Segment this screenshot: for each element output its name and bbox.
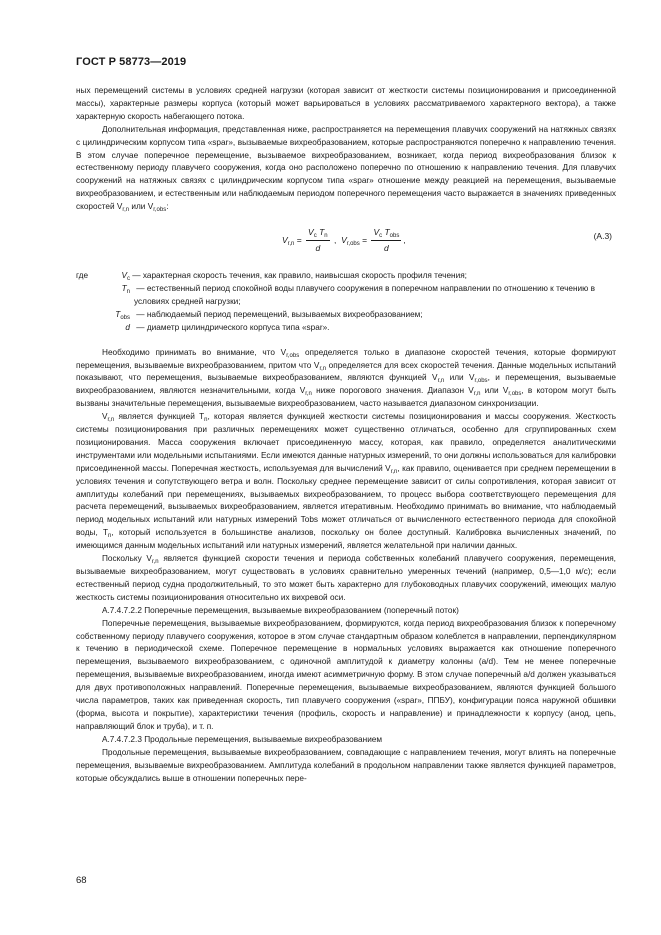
formula-expression: $V_{r,n}$ = $\frac{V_c T_n}{d}$ , $V_{r,obs}$ = $\frac{V_c T_{obs}}{d}$ , <box>282 227 406 253</box>
where-item-tn: $T_n$ — естественный период спокойной воды плавучего сооружения в поперечном направлении по отношению к течению в условиях средней нагрузки; <box>121 283 598 306</box>
paragraph-moderate-currents: Поскольку $V_{r,n}$ является функцией скорости течения и периода собственных колебаний плавучего сооружения, перемещения, вызываемые вихреобразованием, могут существовать в условиях сравнительно умеренных течений (например, 0,5—1,0 м/с); если естественный период судна продолжительный, то это может быть характерно для глубоководных плавучих сооружений, имеющих малую жесткость системы позиционирования относительно их вихревой оси. <box>76 554 616 602</box>
section-heading-longitudinal: А.7.4.7.2.3 Продольные перемещения, вызываемые вихреобразованием <box>102 734 383 744</box>
where-item-vc: где $V_c$ — характерная скорость течения, как правило, наивысшая скорость профиля течения; <box>76 271 467 283</box>
fraction-rn: $\frac{V_c T_n}{d}$ <box>308 227 328 253</box>
fraction-robs: $\frac{V_c T_{obs}}{d}$ <box>373 227 400 253</box>
body-text <box>76 85 616 785</box>
paragraph-transverse: Поперечные перемещения, вызываемые вихреобразованием, формируются, когда период вихреобразования близок к поперечному собственному периоду плавучего сооружения, которое в этом случае стандартным образом колеблется в направлении, перпендикулярном к течению в периодической схеме. Поперечное перемещение в нормальных условиях выражается как отношение поперечного перемещения, вызываемого вихреобразованием, с одиночной амплитудой к диаметру колонны (a/d). Тем не менее поперечные перемещения, вызываемые вихреобразованием, иногда имеют асимметричную форму. В этом случае поперечный a/d должен указываться для двух противоположных направлений. Поперечные перемещения, вызываемые вихреобразованием, являются функцией большого числа параметров, таких как приведенная скорость, тип плавучего сооружения («spar», ППБУ), конфигурации пояса наружной обшивки (форма, высота и покрытие), характеристики течения (профиль, скорость и направление) и принадлежности к корпусу (анод, цепь, направляющий блок и труба), и т. п. <box>76 618 616 731</box>
paragraph-spar-info: Дополнительная информация, представленная ниже, распространяется на перемещения плавучих сооружений на натяжных связях с цилиндрическим корпусом типа «spar», вызываемые вихреобразованием, которые распространяются поперечно к направлению течения. В этом случае поперечное перемещение, вызываемое вихреобразованием, возникает, когда период вихреобразования близок к естественному периоду плавучего сооружения, когда оно расположено поперечно по отношению к направлению течения. Для плавучих сооружений на натяжных связях с цилиндрическим корпусом типа «spar» отношение между реакцией на перемещения, вызываемые вихреобразованием, и естественным или наблюдаемым периодом поперечного перемещения часто выражается в значениях приведенных скоростей $V_{r,n}$ или $V_{r,obs}$: <box>76 124 616 214</box>
standard-header: ГОСТ Р 58773—2019 <box>76 56 187 68</box>
where-item-tobs: $T_{obs}$ — наблюдаемый период перемещений, вызываемых вихреобразованием; <box>115 309 423 321</box>
formula-a3 <box>76 220 616 260</box>
where-item-d: d — диаметр цилиндрического корпуса типа «spar». <box>125 322 330 332</box>
paragraph-synchronization: Необходимо принимать во внимание, что $V_{r,obs}$ определяется только в диапазоне скоростей течения, которые формируют перемещения, вызываемые вихреобразованием, притом что $V_{r,n}$ определяется для всех скоростей течения. Данные модельных испытаний показывают, что перемещения, вызываемые вихреобразованием, являются функцией $V_{r,n}$ или $V_{r,obs}$, и перемещения, вызываемые вихреобразованием, являются незначительными, когда $V_{r,n}$ ниже порогового значения. Диапазон $V_{r,n}$ или $V_{r,obs}$, в котором могут быть вызваны значительные перемещения, вызываемые вихреобразованием, часто называется диапазоном синхронизации. <box>76 347 616 409</box>
where-list <box>76 270 616 335</box>
paragraph-longitudinal: Продольные перемещения, вызываемые вихреобразованием, совпадающие с направлением течения, могут влиять на поперечные перемещения, вызываемые вихреобразованием. Амплитуда колебаний в продольном направлении также является функцией параметров, которые обсуждались выше в отношении поперечных пере- <box>76 747 616 783</box>
page-number: 68 <box>76 875 87 886</box>
paragraph-continuation: ных перемещений системы в условиях средней нагрузки (которая зависит от жесткости системы позиционирования и присоединенной массы), характерные размеры корпуса (который может варьироваться в условиях рассматриваемого характерного вектора), а также характерную скорость набегающего потока. <box>76 86 616 121</box>
paragraph-stiffness: $V_{r,n}$ является функцией $T_n$, которая является функцией жесткости системы позиционирования и массы сооружения. Жесткость системы позиционирования при различных перемещениях может существенно отличаться, особенно для сгруппированных схем позиционирования. Масса сооружения включает присоединенную массу, которая, как правило, определяется аналитическими инструментами или модельными испытаниями. Если имеются данные натурных измерений, то они должны использоваться для калибровки присоединенной массы. Поперечная жесткость, используемая для вычислений $V_{r,n}$, как правило, оценивается при среднем перемещении в условиях течения и сопутствующего ветра и волн. Поскольку среднее перемещение зависит от силы сопротивления, которая зависит от амплитуды колебаний при перемещениях, вызываемых вихреобразованием, то процесс выбора соответствующего перемещения для расчета перемещений, вызываемых вихреобразованием, является итеративным. Необходимо принимать во внимание, что наблюдаемый период модельных испытаний или натурных измерений Tobs может отличаться от вычисленного естественного периода для спокойной воды, $T_n$, который используется в большинстве анализов, поскольку он более доступный. Калибровка вычисленных значений, по имеющимся данным модельных испытаний или натурных измерений, является желательной при наличии данных. <box>76 412 617 551</box>
formula-number: (А.3) <box>593 231 612 242</box>
section-heading-transverse: А.7.4.7.2.2 Поперечные перемещения, вызываемые вихреобразованием (поперечный поток) <box>102 605 459 615</box>
